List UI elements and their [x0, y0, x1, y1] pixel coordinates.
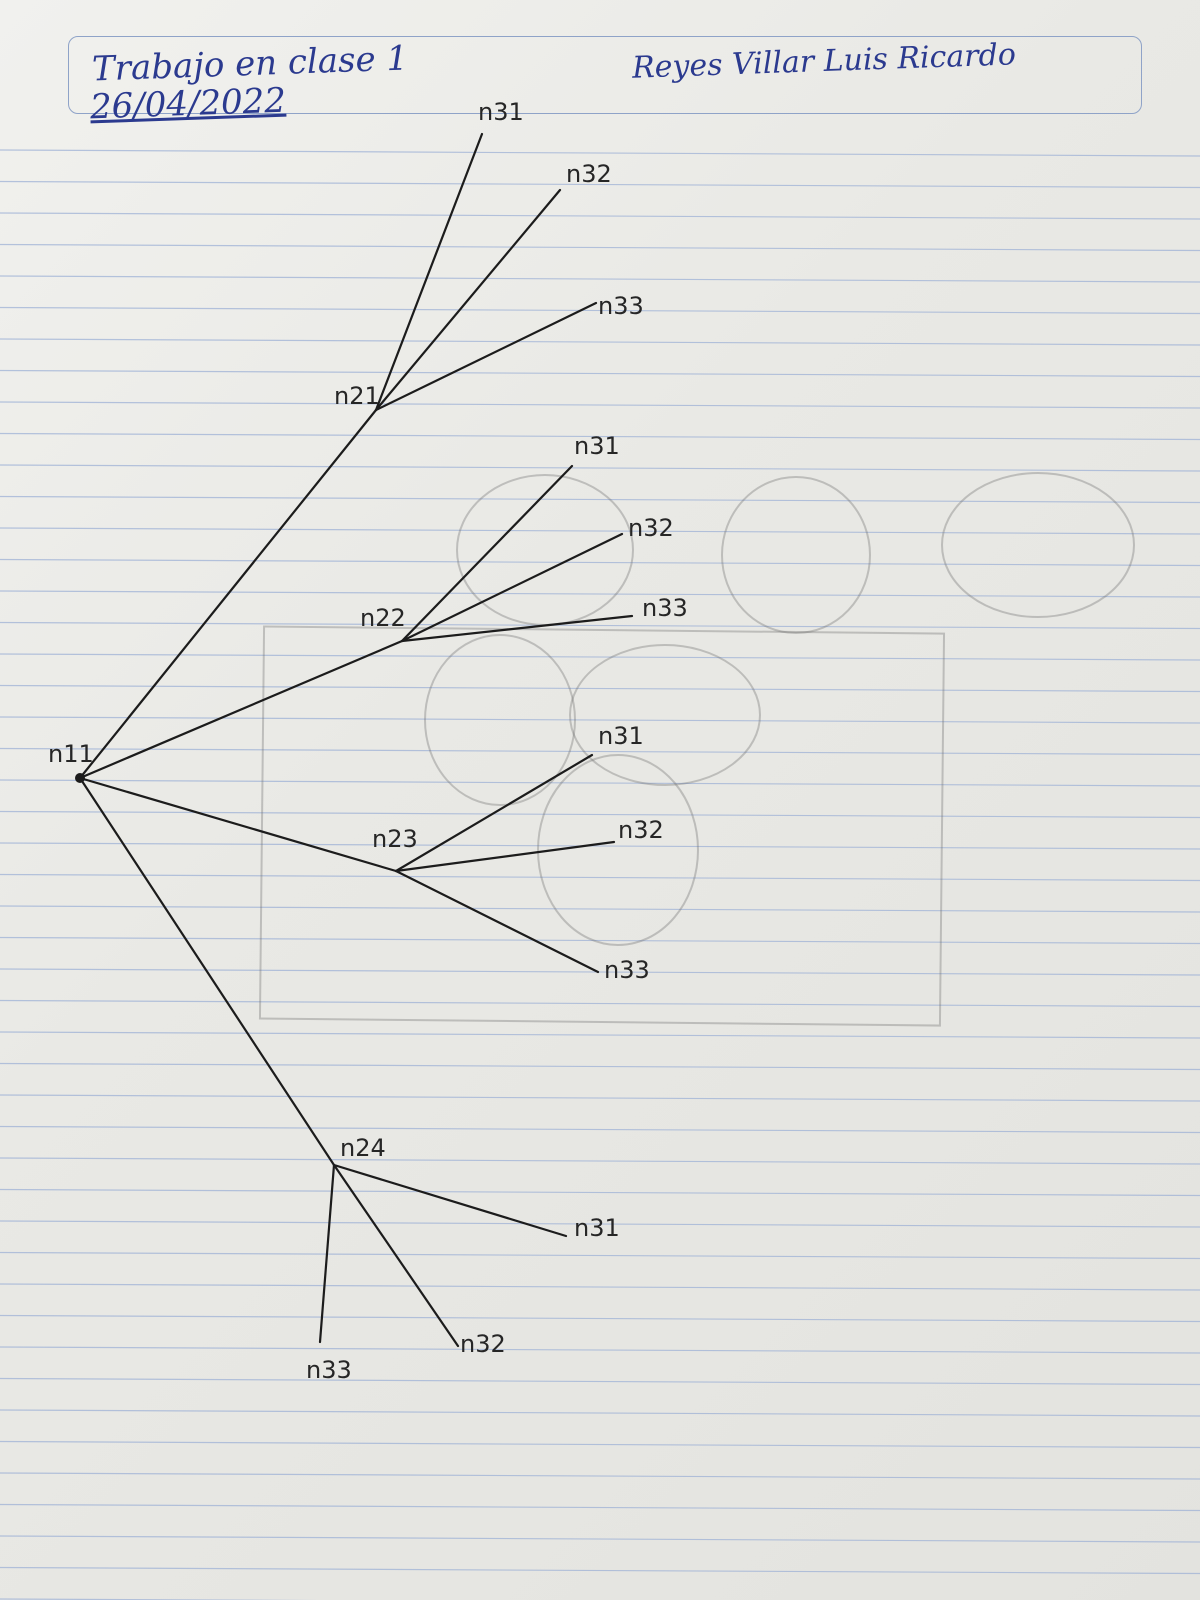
node-label-n23-n31: n31 — [598, 722, 644, 750]
edge-n23-n32 — [396, 842, 614, 871]
node-label-n22-n33: n33 — [642, 594, 688, 622]
node-label-n21-n32: n32 — [566, 160, 612, 188]
edge-n11-n24 — [80, 778, 334, 1165]
faint-circle-5 — [722, 477, 870, 633]
node-label-n21-n33: n33 — [598, 292, 644, 320]
edge-n22-n32 — [402, 534, 622, 641]
node-label-n21: n21 — [334, 382, 380, 410]
faint-rectangle — [260, 626, 944, 1025]
tree-nodes — [48, 98, 688, 1384]
show-through-sketch — [260, 473, 1134, 1026]
node-label-n23-n33: n33 — [604, 956, 650, 984]
edge-n11-n23 — [80, 778, 396, 871]
faint-circle-2 — [570, 645, 760, 785]
node-label-n24-n31: n31 — [574, 1214, 620, 1242]
edge-n23-n31 — [396, 755, 592, 871]
tree-edges — [80, 134, 632, 1346]
node-label-n24-n32: n32 — [460, 1330, 506, 1358]
page-title: Trabajo en clase 1 — [91, 38, 409, 90]
faint-circle-6 — [942, 473, 1134, 617]
node-label-n22: n22 — [360, 604, 406, 632]
node-label-n21-n31: n31 — [478, 98, 524, 126]
node-label-n24-n33: n33 — [306, 1356, 352, 1384]
node-label-n23-n32: n32 — [618, 816, 664, 844]
node-label-n24: n24 — [340, 1134, 386, 1162]
edge-n21-n32 — [376, 190, 560, 410]
edge-n24-n31 — [334, 1165, 566, 1236]
edge-n11-n21 — [80, 410, 376, 778]
edge-n11-n22 — [80, 641, 402, 778]
author-name: Reyes Villar Luis Ricardo — [631, 37, 1017, 86]
node-label-n22-n32: n32 — [628, 514, 674, 542]
edge-n21-n33 — [376, 303, 596, 410]
edge-n24-n32 — [334, 1165, 458, 1346]
edge-n22-n31 — [402, 466, 572, 641]
node-label-n22-n31: n31 — [574, 432, 620, 460]
node-label-n23: n23 — [372, 825, 418, 853]
edge-n21-n31 — [376, 134, 482, 410]
node-label-n11: n11 — [48, 740, 94, 768]
edge-n24-n33 — [320, 1165, 334, 1342]
page-date: 26/04/2022 — [89, 80, 287, 128]
root-node-dot — [75, 773, 85, 783]
edge-n23-n33 — [396, 871, 598, 972]
